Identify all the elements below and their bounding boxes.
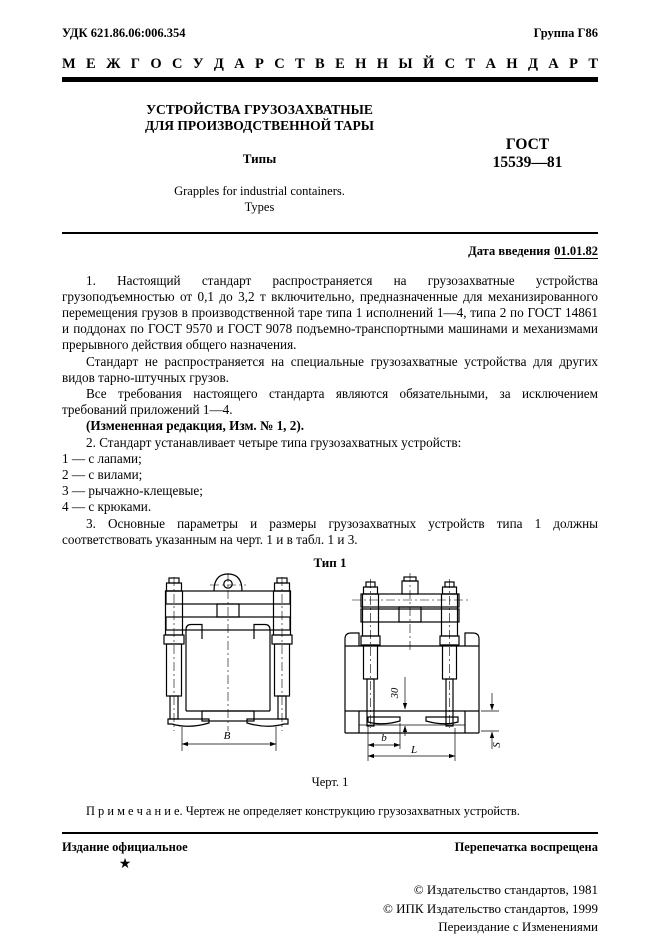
official-edition-label: Издание официальное xyxy=(62,840,188,855)
dim-label-L: L xyxy=(410,744,418,757)
figure-caption: Черт. 1 xyxy=(311,775,349,790)
title-en-line2: Types xyxy=(244,200,275,214)
note-label: П р и м е ч а н и е. xyxy=(86,804,183,819)
paragraph-5: 3. Основные параметры и размеры грузозахватных устройств типа 1 должны соответствовать указанным на черт. 1 и в табл. 1 и 3. xyxy=(62,515,598,547)
type-list-item-1: 1 — с лапами; xyxy=(62,450,142,466)
subtitle: Типы xyxy=(242,151,277,167)
group-code: Группа Г86 xyxy=(533,26,598,40)
header-row xyxy=(62,26,598,41)
copyright-block xyxy=(62,881,598,936)
copyright-line-2: © ИПК Издательство стандартов, 1999 xyxy=(383,900,598,916)
dim-label-30: 30 xyxy=(390,687,401,699)
title-block xyxy=(62,102,598,216)
standard-heading: М Е Ж Г О С У Д А Р С Т В Е Н Н Ы Й С Т А Н Д А Р Т xyxy=(62,56,598,72)
type-list-item-2: 2 — с вилами; xyxy=(62,467,143,483)
title-ru-line2: ДЛЯ ПРОИЗВОДСТВЕННОЙ ТАРЫ xyxy=(144,118,375,134)
title-ru-line1: УСТРОЙСТВА ГРУЗОЗАХВАТНЫЕ xyxy=(146,102,373,117)
date-value: 01.01.82 xyxy=(554,243,598,258)
introduction-date xyxy=(62,244,598,259)
type-list-item-3: 3 — рычажно-клещевые; xyxy=(62,483,203,499)
paragraph-4: 2. Стандарт устанавливает четыре типа грузозахватных устройств: xyxy=(86,434,462,450)
body-text xyxy=(62,273,598,548)
centerlines-right xyxy=(352,573,468,728)
footer-rule xyxy=(62,832,598,834)
reprint-forbidden-label: Перепечатка воспрещена xyxy=(454,840,598,855)
figure-type-label: Тип 1 xyxy=(313,555,347,571)
paragraph-3: Все требования настоящего стандарта являются обязательными, за исключением требований приложений 1—4. xyxy=(62,386,598,418)
star-icon: ★ xyxy=(118,857,132,873)
dim-label-b: b xyxy=(381,732,387,745)
right-figure xyxy=(345,577,479,733)
gost-designation xyxy=(457,136,598,216)
dim-label-S: S xyxy=(492,742,503,748)
gost-number: 15539—81 xyxy=(492,154,563,172)
copyright-line-3: Переиздание с Изменениями xyxy=(438,918,598,934)
title-ru xyxy=(62,102,457,134)
footer-row xyxy=(62,840,598,855)
heading-thick-rule xyxy=(62,77,598,82)
paragraph-2: Стандарт не распространяется на специальные грузозахватные устройства для других видов тарно-штучных грузов. xyxy=(62,353,598,385)
amendment-note: (Измененная редакция, Изм. № 1, 2). xyxy=(86,418,305,434)
dim-label-B: B xyxy=(223,730,231,743)
date-label: Дата введения xyxy=(468,243,551,258)
title-en xyxy=(62,184,457,215)
gost-label: ГОСТ xyxy=(505,136,550,153)
title-column xyxy=(62,102,457,216)
note xyxy=(62,804,598,819)
udk-code: УДК 621.86.06:006.354 xyxy=(62,26,186,40)
title-divider-rule xyxy=(62,232,598,234)
type-list-item-4: 4 — с крюками. xyxy=(62,499,152,515)
note-text: Чертеж не определяет конструкцию грузозахватных устройств. xyxy=(185,804,520,819)
paragraph-1: 1. Настоящий стандарт распространяется на грузозахватные устройства грузоподъемностью от 0,1 до 3,2 т включительно, предназначенные для механизированного перемещения грузов в производственной таре типа 1 исполнений 1—4, типа 2 по ГОСТ 14861 и поддонах по ГОСТ 9570 и ГОСТ 9078 подъемно-транспортными машинами и механизмами прерывного действия общего назначения. xyxy=(62,272,598,353)
type1-technical-drawing xyxy=(62,573,598,773)
centerlines-left xyxy=(174,573,282,731)
copyright-line-1: © Издательство стандартов, 1981 xyxy=(413,882,598,898)
title-en-line1: Grapples for industrial containers. xyxy=(174,184,345,199)
